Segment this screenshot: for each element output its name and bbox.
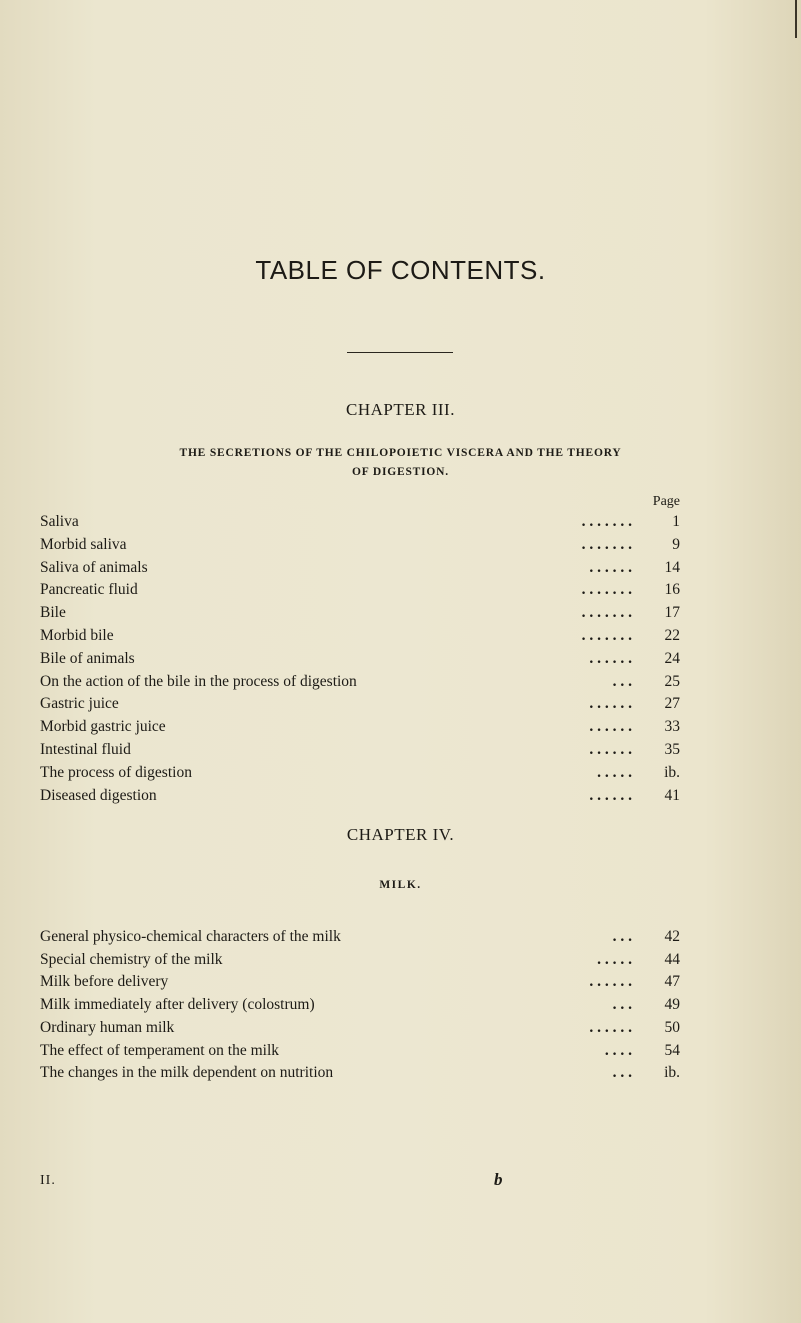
page-column-label: Page (652, 494, 680, 509)
toc-entry-page-number: 47 (664, 973, 680, 991)
toc-entry-title: The process of digestion (40, 763, 192, 781)
toc-entry (40, 739, 680, 761)
toc-entry-title: Saliva (40, 513, 79, 530)
toc-entry-page-number: 14 (664, 558, 680, 576)
toc-entry (40, 671, 680, 693)
toc-leader-dots: . . . . . . . (581, 604, 632, 622)
toc-entry-title: Diseased digestion (40, 786, 157, 804)
toc-entry (40, 949, 680, 971)
toc-entry-title: Pancreatic fluid (40, 581, 138, 599)
toc-leader-dots: . . . . . (597, 763, 632, 781)
toc-entry (40, 648, 680, 670)
toc-leader-dots: . . . . . . (589, 718, 632, 736)
toc-entry-title: Milk before delivery (40, 973, 169, 991)
toc-entry-title: Gastric juice (40, 695, 119, 713)
toc-entry-title: The effect of temperament on the milk (40, 1041, 280, 1059)
toc-leader-dots: . . . (612, 672, 632, 690)
toc-entry-title: Saliva of animals (40, 558, 148, 576)
toc-entry-page-number: 49 (664, 996, 680, 1014)
toc-leader-dots: . . . (612, 928, 632, 945)
toc-leader-dots: . . . . . (597, 950, 632, 968)
toc-entry-page-number: 41 (664, 786, 680, 804)
toc-entry (40, 1017, 680, 1039)
toc-entry (40, 994, 680, 1016)
toc-entry-title: Bile of animals (40, 649, 135, 667)
toc-entry (40, 1062, 680, 1084)
toc-entry (40, 511, 680, 533)
toc-entry-page-number: 9 (672, 535, 680, 553)
toc-entry-page-number: 1 (672, 513, 680, 530)
toc-entry (40, 762, 680, 784)
toc-entry (40, 716, 680, 738)
toc-leader-dots: . . . . . . . (581, 535, 632, 553)
toc-entry (40, 579, 680, 601)
chapter-3-subtitle-line-1: THE SECRETIONS OF THE CHILOPOIETIC VISCERA AND THE THEORY (179, 447, 622, 459)
page-title: TABLE OF CONTENTS. (255, 255, 546, 285)
chapter-3-subtitle-line-2: OF DIGESTION. (352, 466, 449, 478)
toc-entry (40, 534, 680, 556)
chapter-4-heading: CHAPTER IV. (346, 825, 455, 844)
toc-entry (40, 602, 680, 624)
toc-entry-page-number: 27 (664, 695, 680, 713)
toc-entry-page-number: ib. (664, 1064, 680, 1082)
toc-leader-dots: . . . (612, 1064, 632, 1082)
toc-leader-dots: . . . . . . (589, 741, 632, 758)
toc-entry-page-number: 24 (664, 649, 680, 667)
toc-entry (40, 1040, 680, 1062)
toc-entry-title: Morbid bile (40, 627, 114, 644)
toc-entry (40, 971, 680, 993)
chapter-4-subtitle: MILK. (379, 879, 422, 891)
toc-entry-title: Milk immediately after delivery (colostrum) (40, 996, 315, 1014)
toc-entry-title: Special chemistry of the milk (40, 950, 223, 968)
toc-entry (40, 557, 680, 579)
toc-leader-dots: . . . . . . (589, 695, 632, 713)
toc-leader-dots: . . . . . . . (581, 513, 632, 530)
toc-entry-page-number: 44 (664, 950, 680, 968)
signature-mark: b (494, 1170, 503, 1189)
toc-leader-dots: . . . . . . (589, 558, 632, 576)
toc-entry (40, 926, 680, 948)
toc-entry (40, 693, 680, 715)
toc-entry-title: Ordinary human milk (40, 1018, 175, 1036)
chapter-3-heading: CHAPTER III. (346, 400, 455, 419)
toc-entry-page-number: ib. (664, 763, 680, 781)
toc-entry-title: The changes in the milk dependent on nutrition (40, 1064, 334, 1082)
toc-entry-title: Bile (40, 604, 66, 622)
toc-entry-title: Morbid saliva (40, 535, 127, 553)
toc-leader-dots: . . . . . . (589, 649, 632, 667)
toc-leader-dots: . . . . . . . (581, 581, 632, 599)
toc-entry-page-number: 42 (664, 928, 680, 945)
toc-entry (40, 625, 680, 647)
page-edge-line (795, 0, 797, 38)
title-divider (347, 352, 453, 353)
toc-leader-dots: . . . . (604, 1041, 632, 1059)
toc-entry-title: On the action of the bile in the process of digestion (40, 672, 357, 690)
toc-entry-title: Intestinal fluid (40, 741, 131, 758)
toc-entry-page-number: 22 (664, 627, 680, 644)
volume-marker: II. (40, 1173, 56, 1188)
toc-leader-dots: . . . . . . (589, 786, 632, 804)
toc-entry-page-number: 50 (664, 1018, 680, 1036)
toc-leader-dots: . . . . . . (589, 973, 632, 991)
toc-entry-page-number: 17 (664, 604, 680, 622)
toc-entry-title: Morbid gastric juice (40, 718, 166, 736)
toc-entry-page-number: 16 (664, 581, 680, 599)
toc-entry-page-number: 25 (664, 672, 680, 690)
toc-entry-title: General physico-chemical characters of the milk (40, 928, 341, 945)
toc-entry-page-number: 33 (664, 718, 680, 736)
toc-entry (40, 785, 680, 807)
toc-leader-dots: . . . (612, 996, 632, 1014)
toc-entry-page-number: 54 (664, 1041, 680, 1059)
toc-leader-dots: . . . . . . (589, 1018, 632, 1036)
toc-entry-page-number: 35 (664, 741, 680, 758)
toc-leader-dots: . . . . . . . (581, 627, 632, 644)
